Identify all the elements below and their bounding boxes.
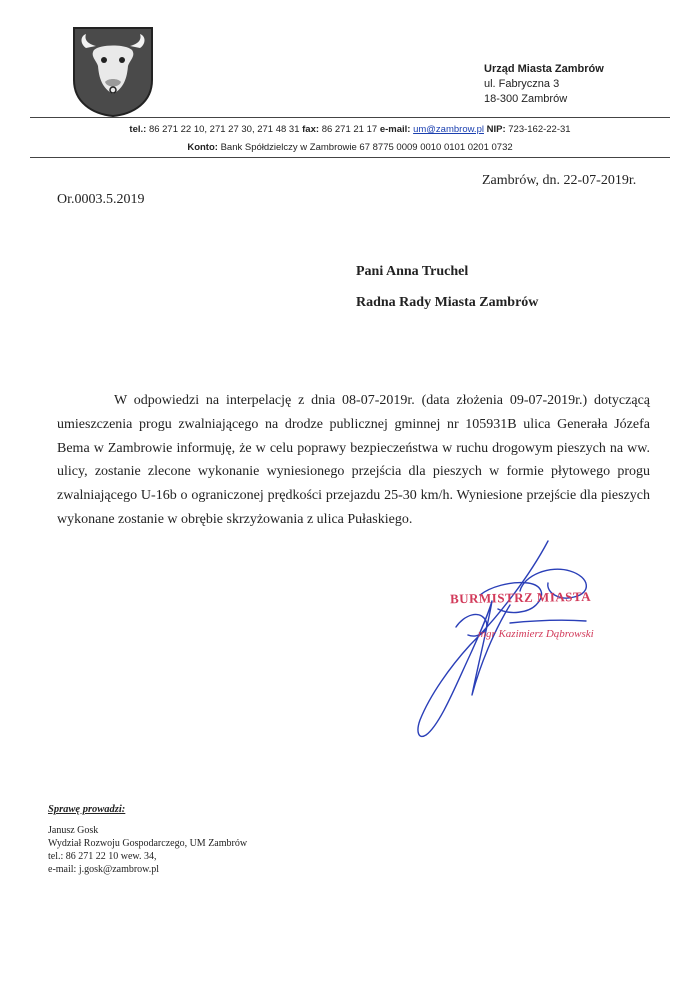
email-link[interactable]: um@zambrow.pl	[413, 124, 484, 135]
nip-label: NIP:	[486, 124, 506, 135]
nip-value: 723-162-22-31	[508, 124, 571, 135]
tel-label: tel.:	[129, 124, 147, 135]
handler-email: e-mail: j.gosk@zambrow.pl	[48, 864, 160, 875]
header-bottom-divider	[30, 157, 670, 158]
office-name: Urząd Miasta Zambrów	[484, 63, 604, 75]
handwritten-signature	[360, 535, 620, 750]
reference-number: Or.0003.5.2019	[57, 192, 145, 207]
stamp-name: mgr Kazimierz Dąbrowski	[478, 628, 594, 640]
stamp-title: BURMISTRZ MIASTA	[449, 588, 592, 607]
contact-line	[0, 124, 700, 135]
recipient-name: Pani Anna Truchel	[356, 264, 469, 279]
handled-by-details	[48, 824, 247, 876]
handler-name: Janusz Gosk	[48, 825, 99, 836]
tel-value: 86 271 22 10, 271 27 30, 271 48 31	[148, 124, 300, 135]
handler-phone: tel.: 86 271 22 10 wew. 34,	[48, 851, 157, 862]
recipient-block	[356, 256, 538, 318]
place-date: Zambrów, dn. 22-07-2019r.	[482, 173, 637, 188]
handled-by-label: Sprawę prowadzi:	[48, 804, 126, 815]
handler-department: Wydział Rozwoju Gospodarczego, UM Zambrów	[48, 838, 248, 849]
sender-address	[484, 62, 604, 107]
bison-coat-of-arms-icon	[72, 26, 154, 118]
bank-account-line	[0, 142, 700, 153]
letter-body: W odpowiedzi na interpelację z dnia 08-07-2019r. (data złożenia 09-07-2019r.) dotyczącą umieszczenia progu zwalniającego na drodze publicznej gminnej nr 105931B ulica Generała Józefa Bema w Zambrowie informuję, że w celu poprawy bezpieczeństwa w ruchu drogowym pieszych na ww. ulicy, zostanie zlecone wykonanie wyniesionego przejścia dla pieszych w formie płytowego progu zwalniającego U-16b o ograniczonej prędkości przejazdu 25-30 km/h. Wyniesione przejście dla pieszych wykonane zostanie w obrębie skrzyżowania z ulica Pułaskiego.	[57, 393, 650, 527]
email-label: e-mail:	[379, 124, 411, 135]
recipient-title: Radna Rady Miasta Zambrów	[356, 295, 539, 310]
account-value: Bank Spółdzielczy w Zambrowie 67 8775 0009 0010 0101 0201 0732	[220, 142, 513, 153]
header-divider	[30, 117, 670, 118]
office-street: ul. Fabryczna 3	[484, 78, 560, 90]
fax-label: fax:	[302, 124, 320, 135]
office-postal-city: 18-300 Zambrów	[484, 93, 568, 105]
account-label: Konto:	[187, 142, 218, 153]
fax-value: 86 271 21 17	[321, 124, 378, 135]
